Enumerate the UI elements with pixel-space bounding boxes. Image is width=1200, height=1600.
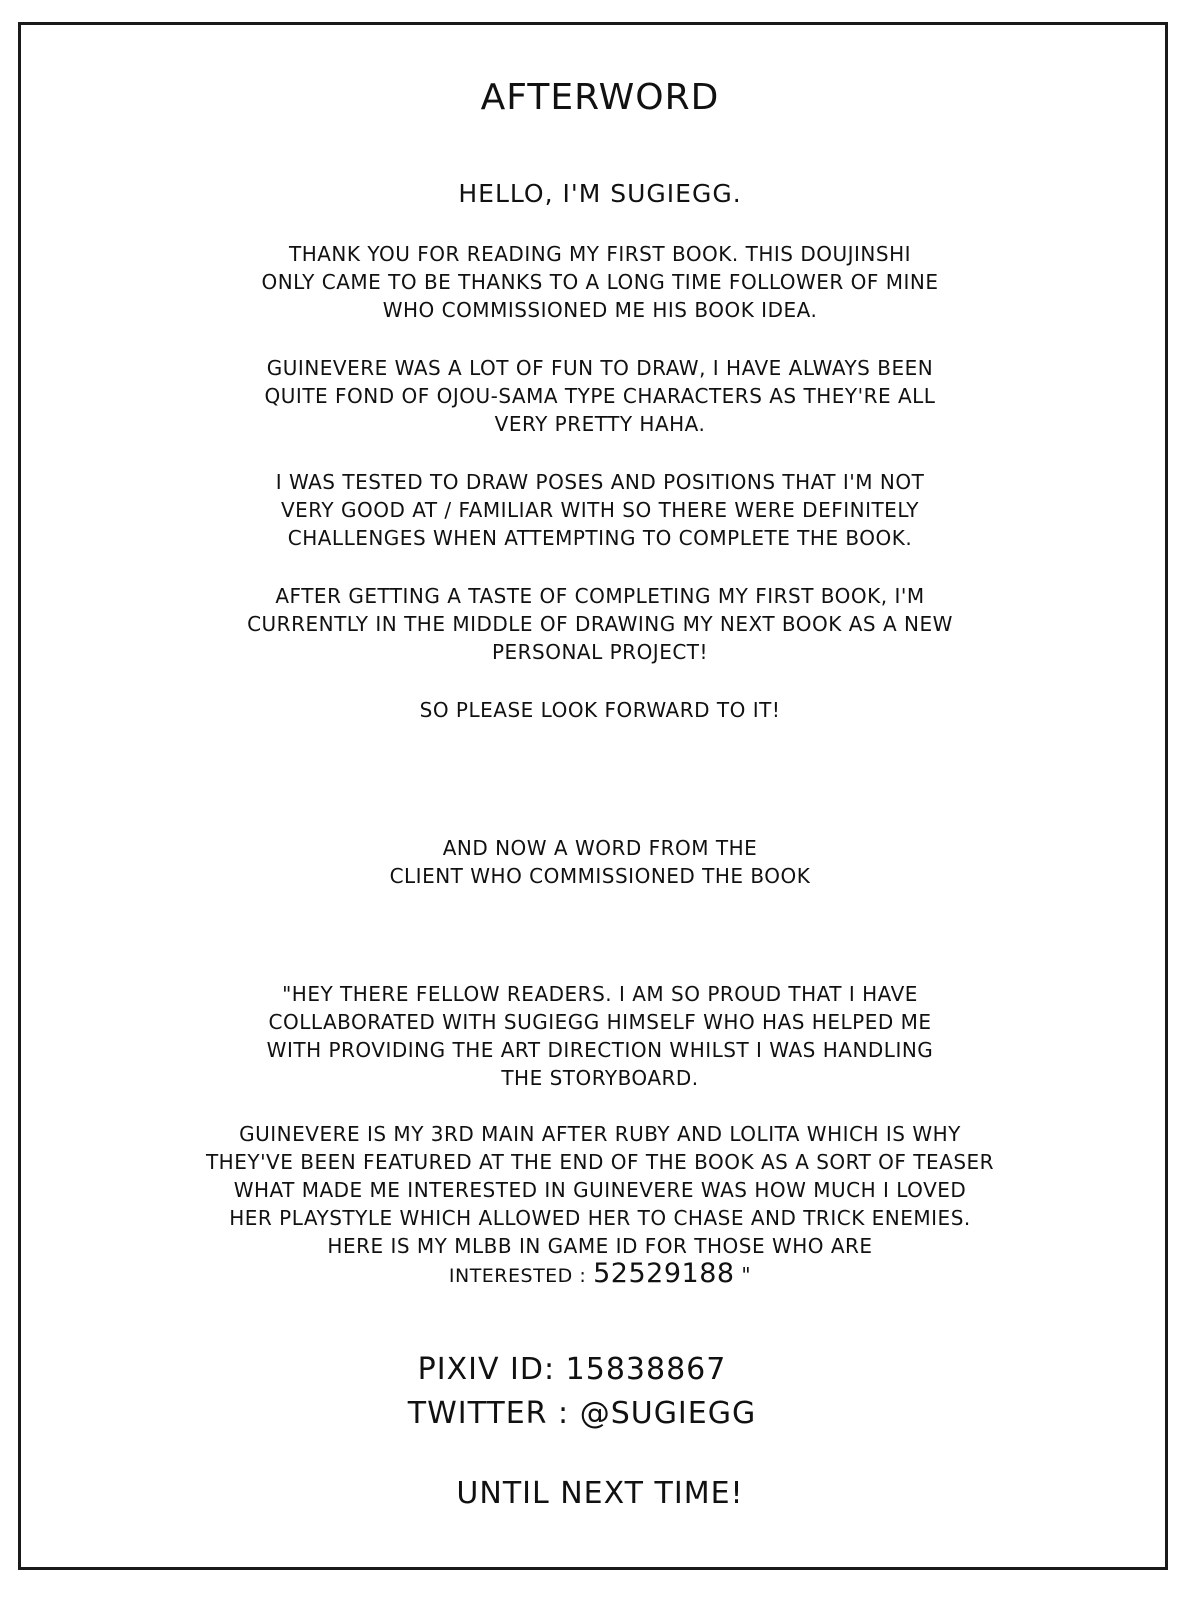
paragraph-line: WHO COMMISSIONED ME HIS BOOK IDEA.	[382, 298, 818, 322]
client-paragraph-2	[0, 1120, 1200, 1290]
paragraph-line: CURRENTLY IN THE MIDDLE OF DRAWING MY NEXT BOOK AS A NEW	[247, 612, 953, 636]
paragraph-line: VERY GOOD AT / FAMILIAR WITH SO THERE WERE DEFINITELY	[280, 498, 920, 522]
paragraph-line: VERY PRETTY HAHA.	[494, 412, 706, 436]
paragraph-line: PERSONAL PROJECT!	[491, 640, 709, 664]
author-paragraph-2	[0, 354, 1200, 438]
paragraph-line: COLLABORATED WITH SUGIEGG HIMSELF WHO HAS HELPED ME	[268, 1010, 932, 1034]
author-paragraph-5	[0, 696, 1200, 724]
pixiv-id: PIXIV ID: 15838867	[417, 1352, 727, 1387]
paragraph-line: "HEY THERE FELLOW READERS. I AM SO PROUD THAT I HAVE	[282, 982, 918, 1006]
paragraph-line: CHALLENGES WHEN ATTEMPTING TO COMPLETE THE BOOK.	[287, 526, 913, 550]
game-id: 52529188	[593, 1258, 735, 1289]
author-paragraph-4	[0, 582, 1200, 666]
paragraph-line: GUINEVERE IS MY 3RD MAIN AFTER RUBY AND LOLITA WHICH IS WHY	[239, 1122, 961, 1146]
closing-line: UNTIL NEXT TIME!	[456, 1476, 744, 1511]
paragraph-line: SO PLEASE LOOK FORWARD TO IT!	[419, 698, 781, 722]
paragraph-line: CLIENT WHO COMMISSIONED THE BOOK	[389, 864, 811, 888]
paragraph-line: WHAT MADE ME INTERESTED IN GUINEVERE WAS HOW MUCH I LOVED	[233, 1178, 967, 1202]
author-paragraph-1	[0, 240, 1200, 324]
paragraph-line: THANK YOU FOR READING MY FIRST BOOK. THIS DOUJINSHI	[288, 242, 912, 266]
twitter-handle: TWITTER : @SUGIEGG	[407, 1396, 757, 1431]
client-paragraph-1	[0, 980, 1200, 1092]
paragraph-line: THE STORYBOARD.	[501, 1066, 699, 1090]
paragraph-line: HER PLAYSTYLE WHICH ALLOWED HER TO CHASE AND TRICK ENEMIES.	[229, 1206, 971, 1230]
paragraph-line: AND NOW A WORD FROM THE	[442, 836, 758, 860]
interested-label: INTERESTED :	[448, 1265, 587, 1287]
closing-quote: "	[741, 1263, 752, 1287]
page-title: AFTERWORD	[480, 77, 720, 118]
author-paragraph-3	[0, 468, 1200, 552]
client-intro	[0, 834, 1200, 890]
paragraph-line: ONLY CAME TO BE THANKS TO A LONG TIME FOLLOWER OF MINE	[261, 270, 939, 294]
game-id-line	[0, 1260, 1200, 1290]
paragraph-line: GUINEVERE WAS A LOT OF FUN TO DRAW, I HAVE ALWAYS BEEN	[266, 356, 934, 380]
paragraph-line: THEY'VE BEEN FEATURED AT THE END OF THE BOOK AS A SORT OF TEASER	[205, 1150, 995, 1174]
paragraph-line: I WAS TESTED TO DRAW POSES AND POSITIONS THAT I'M NOT	[275, 470, 925, 494]
paragraph-line: WITH PROVIDING THE ART DIRECTION WHILST I WAS HANDLING	[266, 1038, 934, 1062]
paragraph-line: HERE IS MY MLBB IN GAME ID FOR THOSE WHO ARE	[327, 1234, 873, 1258]
paragraph-line: AFTER GETTING A TASTE OF COMPLETING MY FIRST BOOK, I'M	[275, 584, 925, 608]
paragraph-line: QUITE FOND OF OJOU-SAMA TYPE CHARACTERS AS THEY'RE ALL	[264, 384, 936, 408]
greeting: HELLO, I'M SUGIEGG.	[458, 179, 742, 208]
